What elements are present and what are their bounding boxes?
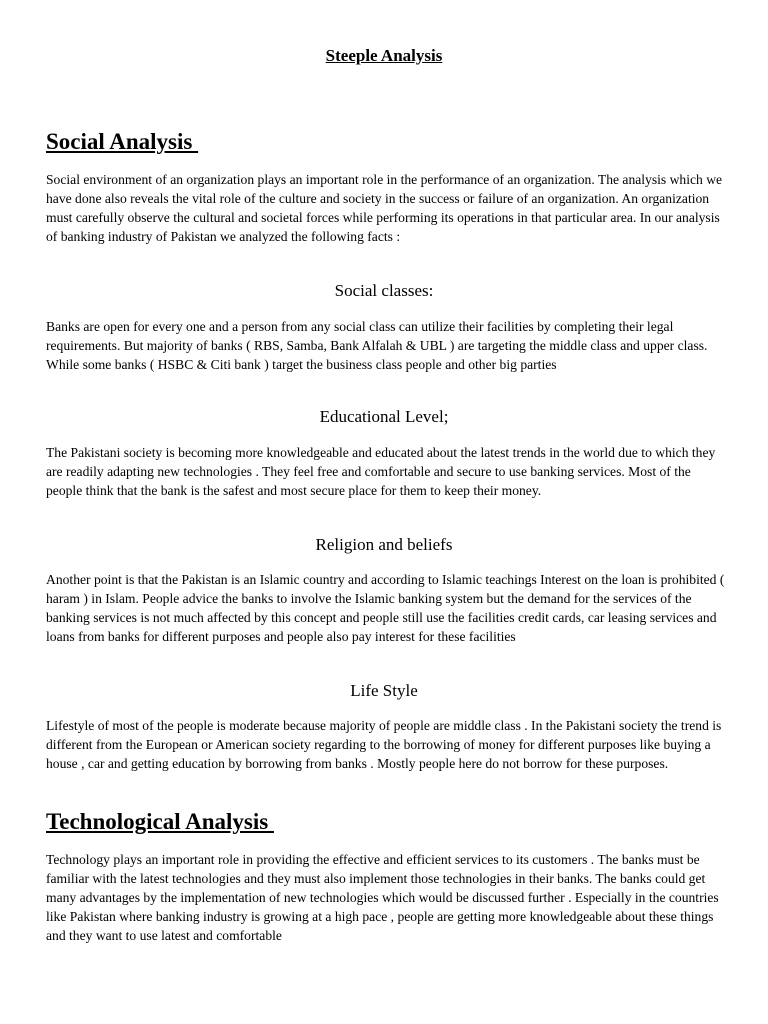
document-title: Steeple Analysis [325,46,443,65]
social-classes-body: Banks are open for every one and a person from any social class can utilize their facilities by completing their legal requirements. But majority of banks ( RBS, Samba, Bank Alfalah & UBL ) are targeting the middle class and upper class. While some banks ( HSBC & Citi bank ) target the business class people and other big parties [46,319,708,373]
life-style-heading: Life Style [350,681,418,700]
educational-level-body: The Pakistani society is becoming more knowledgeable and educated about the latest trends in the world due to which they are readily adapting new technologies . They feel free and comfortable and secure to use banking services. Most of the people think that the bank is the safest and most secure place for them to keep their money. [46,445,716,499]
religion-beliefs-heading: Religion and beliefs [315,535,453,554]
technological-analysis-heading: Technological Analysis [46,809,274,834]
educational-level-heading: Educational Level; [319,407,449,426]
social-analysis-heading: Social Analysis [46,129,199,154]
religion-beliefs-body: Another point is that the Pakistan is an Islamic country and according to Islamic teachings Interest on the loan is prohibited ( haram ) in Islam. People advice the banks to involve the Islamic banking system but the demand for the services of the banking services is not much affected by this concept and people still use the facilities credit cards, car leasing services and loans from banks for different purposes and people also pay interest for these facilities [46,572,725,645]
technological-analysis-body: Technology plays an important role in providing the effective and efficient services to its customers . The banks must be familiar with the latest technologies and they must also implement those technologies in their banks. The banks could get many advantages by the implementation of new technologies which would be discussed further . Especially in the countries like Pakistan where banking industry is growing at a high pace , people are getting more knowledgeable about these things and they want to use latest and comfortable [46,852,719,944]
social-classes-heading: Social classes: [334,281,434,300]
social-analysis-intro: Social environment of an organization plays an important role in the performance of an organization. The analysis which we have done also reveals the vital role of the culture and society in the success or failure of an organization. An organization must carefully observe the cultural and societal forces while performing its operations in that particular area. In our analysis of banking industry of Pakistan we analyzed the following facts : [46,172,723,245]
life-style-body: Lifestyle of most of the people is moderate because majority of people are middle class . In the Pakistani society the trend is different from the European or American society regarding to the borrowing of money for different purposes like buying a house , car and getting education by borrowing from banks . Mostly people here do not borrow for these purposes. [46,718,722,772]
